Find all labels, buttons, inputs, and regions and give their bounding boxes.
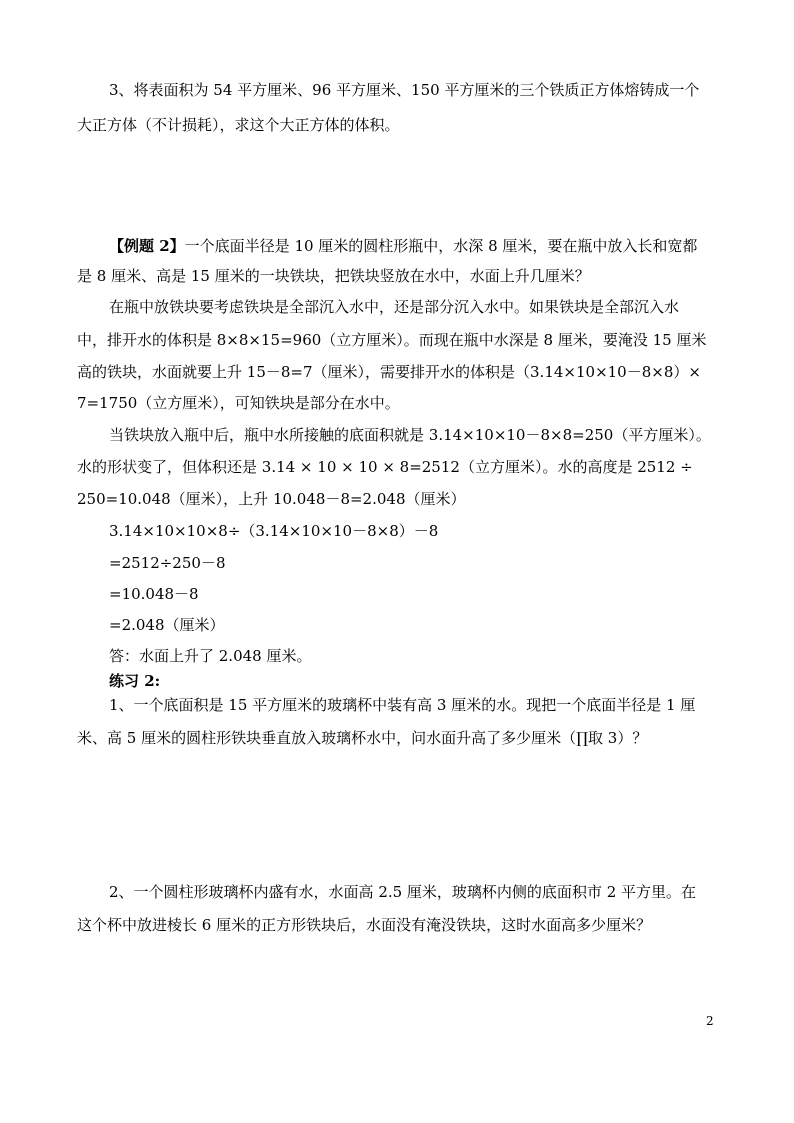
analysis-p2-line2: 水的形状变了，但体积还是 3.14 × 10 × 10 × 8=2512（立方厘米）。水的高度是 2512 ÷	[77, 458, 693, 476]
example2-label: 【例题 2】	[109, 237, 185, 255]
practice2-q1-line1: 1、一个底面积是 15 平方厘米的玻璃杯中装有高 3 厘米的水。现把一个底面半径是 1 厘	[109, 696, 696, 714]
problem3-line1: 3、将表面积为 54 平方厘米、96 平方厘米、150 平方厘米的三个铁质正方体熔铸成一个	[109, 81, 700, 99]
example2-line2: 是 8 厘米、高是 15 厘米的一块铁块，把铁块竖放在水中，水面上升几厘米？	[77, 267, 590, 285]
analysis-p2-line3: 250=10.048（厘米），上升 10.048－8=2.048（厘米）	[77, 490, 466, 508]
analysis-p1-line4: 7=1750（立方厘米），可知铁块是部分在水中。	[77, 394, 400, 412]
page-number: 2	[706, 1014, 714, 1028]
example2-line1-text: 一个底面半径是 10 厘米的圆柱形瓶中，水深 8 厘米，要在瓶中放入长和宽都	[184, 237, 698, 255]
solution-step2: =2512÷250－8	[109, 554, 226, 572]
problem3-line2: 大正方体（不计损耗），求这个大正方体的体积。	[77, 116, 400, 134]
example2-line1	[109, 236, 719, 256]
practice2-q2-line1: 2、一个圆柱形玻璃杯内盛有水，水面高 2.5 厘米，玻璃杯内侧的底面积市 2 平方里。在	[109, 883, 697, 901]
solution-step1: 3.14×10×10×8÷（3.14×10×10－8×8）－8	[109, 522, 439, 540]
solution-step4: =2.048（厘米）	[109, 616, 225, 634]
practice2-q1-line2: 米、高 5 厘米的圆柱形铁块垂直放入玻璃杯水中，问水面升高了多少厘米（∏取 3）？	[77, 729, 648, 747]
analysis-p1-line3: 高的铁块，水面就要上升 15－8=7（厘米），需要排开水的体积是（3.14×10×10－8×8）×	[77, 363, 701, 381]
analysis-p2-line1: 当铁块放入瓶中后，瓶中水所接触的底面积就是 3.14×10×10－8×8=250（平方厘米）。	[109, 426, 711, 444]
solution-answer: 答：水面上升了 2.048 厘米。	[109, 647, 312, 665]
analysis-p1-line1: 在瓶中放铁块要考虑铁块是全部沉入水中，还是部分沉入水中。如果铁块是全部沉入水	[109, 298, 680, 316]
practice2-heading: 练习 2:	[109, 672, 161, 690]
practice2-q2-line2: 这个杯中放进棱长 6 厘米的正方形铁块后，水面没有淹没铁块，这时水面高多少厘米？	[77, 916, 652, 934]
analysis-p1-line2: 中，排开水的体积是 8×8×15=960（立方厘米）。而现在瓶中水深是 8 厘米，要淹没 15 厘米	[77, 331, 707, 349]
solution-step3: =10.048－8	[109, 585, 199, 603]
